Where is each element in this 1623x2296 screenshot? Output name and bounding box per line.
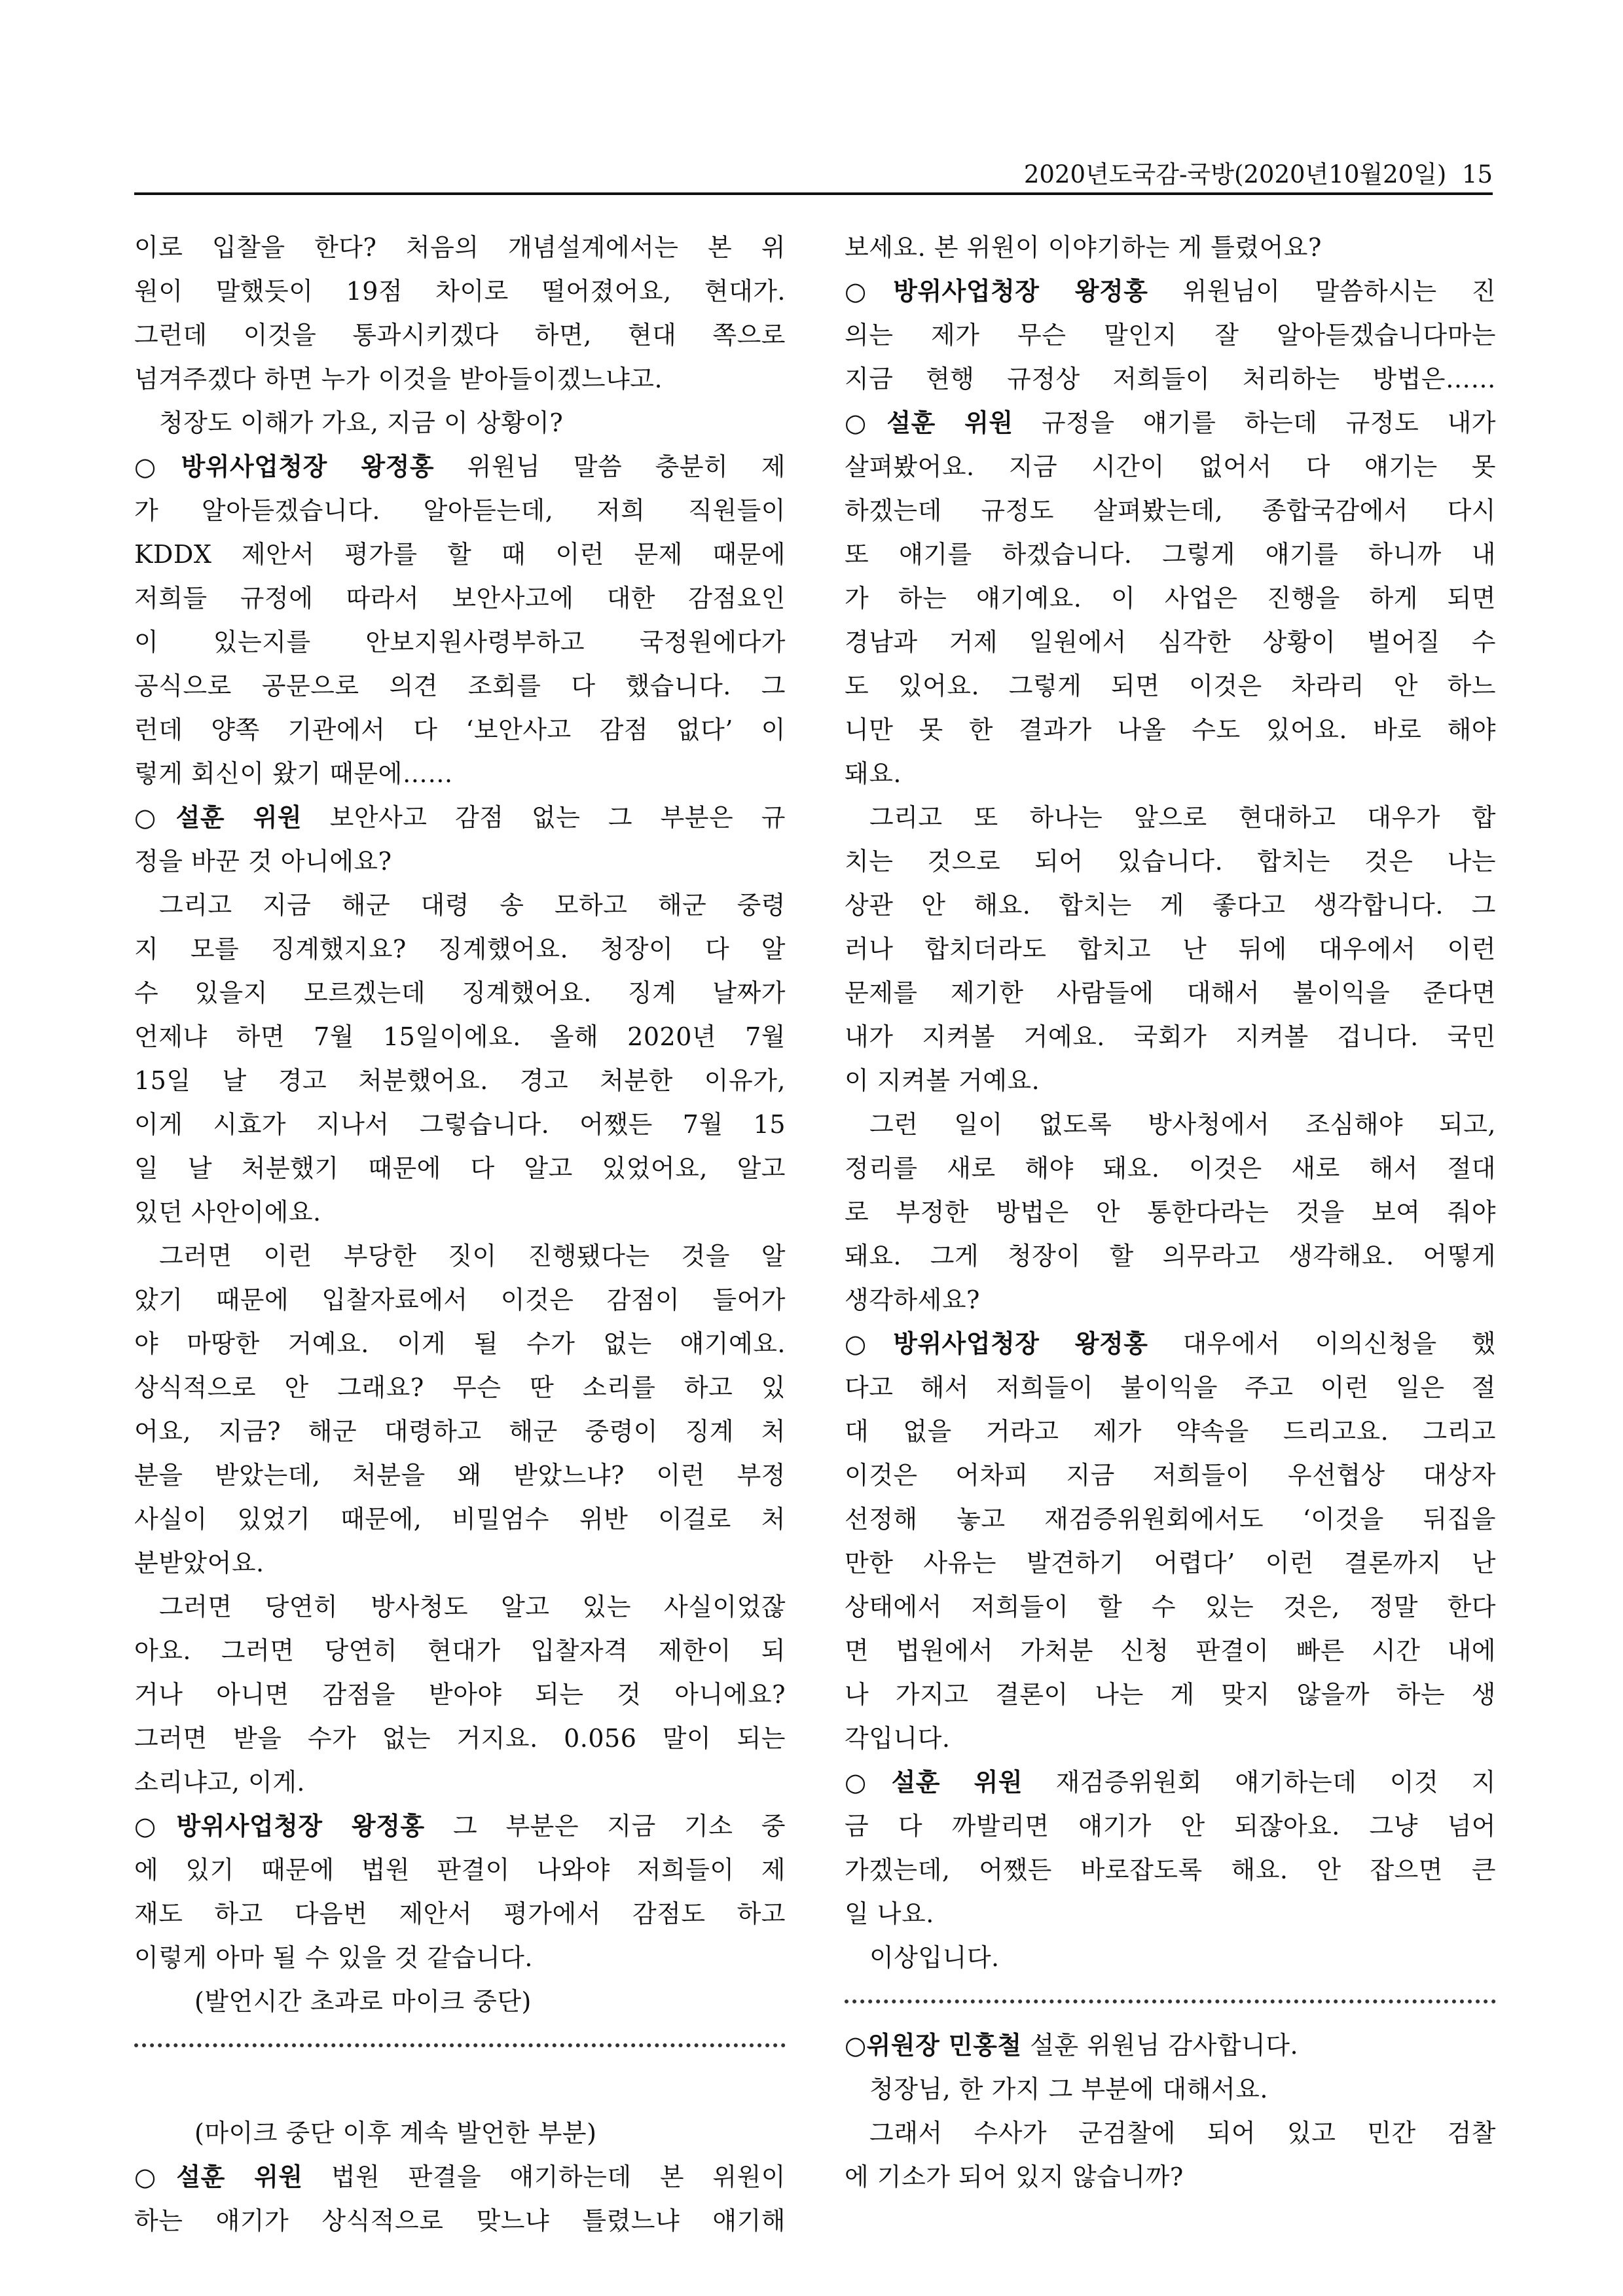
speaker-line — [845, 270, 1496, 314]
speaker-line — [845, 2024, 1496, 2068]
speaker-line — [134, 796, 786, 840]
line-text: 대 없을 거라고 제가 약속을 드리고요. 그리고 — [845, 1417, 1496, 1446]
line-text: 위원님이 말씀하시는 진 — [1148, 277, 1496, 306]
line-text: 그런데 이것을 통과시키겠다 하면, 현대 쪽으로 — [134, 321, 786, 350]
line-text: 상관 안 해요. 합치는 게 좋다고 생각합니다. 그 — [845, 891, 1496, 920]
line-text: 대우에서 이의신청을 했 — [1148, 1329, 1496, 1358]
line-text: 돼요. — [845, 759, 902, 788]
text-line — [134, 401, 786, 445]
line-text: 지 모를 징계했지요? 징계했어요. 청장이 다 알 — [134, 935, 786, 963]
text-line — [845, 1541, 1496, 1585]
text-line — [845, 1103, 1496, 1147]
speaker-line — [134, 1804, 786, 1848]
text-line — [134, 1454, 786, 1498]
line-text: 원이 말했듯이 19점 차이로 떨어졌어요, 현대가. — [134, 277, 786, 306]
text-line — [845, 489, 1496, 533]
line-text: 그 부분은 지금 기소 중 — [424, 1812, 786, 1840]
line-text: 이렇게 아마 될 수 있을 것 같습니다. — [134, 1943, 533, 1972]
text-line — [134, 620, 786, 664]
line-text: 재검증위원회 얘기하는데 이것 지 — [1023, 1768, 1496, 1797]
text-line — [134, 1234, 786, 1278]
line-text: 내가 지켜볼 거예요. 국회가 지켜볼 겁니다. 국민 — [845, 1022, 1496, 1051]
text-line — [845, 927, 1496, 971]
speaker-line — [845, 1761, 1496, 1804]
line-text: 15일 날 경고 처분했어요. 경고 처분한 이유가, — [134, 1066, 786, 1095]
text-line — [134, 708, 786, 752]
line-text: 분을 받았는데, 처분을 왜 받았느냐? 이런 부정 — [134, 1461, 786, 1490]
text-line — [845, 620, 1496, 664]
text-line — [134, 840, 786, 884]
line-text: KDDX 제안서 평가를 할 때 이런 문제 때문에 — [134, 540, 786, 569]
speaker-name: ○방위사업청장 왕정홍 — [845, 277, 1148, 306]
speaker-line — [845, 401, 1496, 445]
text-line — [845, 314, 1496, 357]
line-text: 하겠는데 규정도 살펴봤는데, 종합국감에서 다시 — [845, 496, 1496, 525]
text-line — [134, 971, 786, 1015]
text-line — [845, 752, 1496, 796]
text-line — [134, 1278, 786, 1322]
text-line — [134, 226, 786, 270]
text-line — [845, 840, 1496, 884]
line-text: 이로 입찰을 한다? 처음의 개념설계에서는 본 위 — [134, 233, 786, 262]
text-line — [845, 1673, 1496, 1717]
text-line — [845, 1059, 1496, 1103]
text-line — [134, 927, 786, 971]
speaker-name: ○위원장 민홍철 — [845, 2031, 1022, 2060]
line-text: 소리냐고, 이게. — [134, 1768, 305, 1797]
text-line — [134, 1717, 786, 1761]
text-line — [845, 1585, 1496, 1629]
line-text: 넘겨주겠다 하면 누가 이것을 받아들이겠느냐고. — [134, 365, 663, 393]
speaker-line — [134, 2155, 786, 2199]
text-line — [134, 270, 786, 314]
text-line — [134, 1015, 786, 1059]
line-text: 설훈 위원님 감사합니다. — [1021, 2031, 1299, 2060]
text-line — [134, 1585, 786, 1629]
line-text: 선정해 놓고 재검증위원회에서도 ‘이것을 뒤집을 — [845, 1505, 1496, 1534]
speaker-line — [845, 1322, 1496, 1366]
line-text: 상식적으로 안 그래요? 무슨 딴 소리를 하고 있 — [134, 1373, 786, 1402]
text-line — [845, 1848, 1496, 1892]
line-text: 면 법원에서 가처분 신청 판결이 빠른 시간 내에 — [845, 1636, 1496, 1665]
line-text: 규정을 얘기를 하는데 규정도 내가 — [1013, 408, 1496, 437]
text-line — [845, 884, 1496, 927]
text-line — [134, 1366, 786, 1410]
line-text: 경남과 거제 일원에서 심각한 상황이 벌어질 수 — [845, 628, 1496, 656]
line-text: 공식으로 공문으로 의견 조회를 다 했습니다. 그 — [134, 672, 786, 700]
line-text: 이상입니다. — [869, 1943, 1000, 1972]
line-text: 일 날 처분했기 때문에 다 알고 있었어요, 알고 — [134, 1154, 786, 1183]
line-text: 살펴봤어요. 지금 시간이 없어서 다 얘기는 못 — [845, 452, 1496, 481]
line-text: 로 부정한 방법은 안 통한다라는 것을 보여 줘야 — [845, 1198, 1496, 1227]
text-line — [845, 577, 1496, 620]
line-text: 런데 양쪽 기관에서 다 ‘보안사고 감점 없다’ 이 — [134, 715, 786, 744]
line-text: 가 하는 얘기예요. 이 사업은 진행을 하게 되면 — [845, 584, 1496, 613]
line-text: 나 가지고 결론이 나는 게 맞지 않을까 하는 생 — [845, 1680, 1496, 1709]
text-line — [845, 1234, 1496, 1278]
text-line — [845, 445, 1496, 489]
text-line — [134, 1059, 786, 1103]
speaker-name: ○방위사업청장 왕정홍 — [134, 1812, 425, 1840]
line-text: 러나 합치더라도 합치고 난 뒤에 대우에서 이런 — [845, 935, 1496, 963]
text-line — [134, 577, 786, 620]
line-text: 그리고 또 하나는 앞으로 현대하고 대우가 합 — [869, 803, 1496, 832]
line-text: 만한 사유는 발견하기 어렵다’ 이런 결론까지 난 — [845, 1549, 1496, 1577]
text-line — [134, 1848, 786, 1892]
blank-line — [134, 2068, 786, 2111]
left-column — [134, 226, 786, 2243]
text-line — [845, 1936, 1496, 1980]
line-text: 에 있기 때문에 법원 판결이 나와야 저희들이 제 — [134, 1856, 786, 1884]
speaker-name: ○설훈 위원 — [134, 803, 302, 832]
text-line — [134, 489, 786, 533]
line-text: 분받았어요. — [134, 1549, 264, 1577]
line-text: 정리를 새로 해야 돼요. 이것은 새로 해서 절대 — [845, 1154, 1496, 1183]
header-text — [1024, 154, 1493, 190]
line-text: 보안사고 감점 없는 그 부분은 규 — [302, 803, 786, 832]
text-line — [845, 796, 1496, 840]
line-text: 청장님, 한 가지 그 부분에 대해서요. — [869, 2075, 1268, 2104]
right-column — [845, 226, 1496, 2199]
text-line — [845, 226, 1496, 270]
line-text: 니만 못 한 결과가 나올 수도 있어요. 바로 해야 — [845, 715, 1496, 744]
text-line — [845, 971, 1496, 1015]
line-text: 도 있어요. 그렇게 되면 이것은 차라리 안 하느 — [845, 672, 1496, 700]
line-text: 언제냐 하면 7월 15일이에요. 올해 2020년 7월 — [134, 1022, 786, 1051]
line-text: 아요. 그러면 당연히 현대가 입찰자격 제한이 되 — [134, 1636, 786, 1665]
line-text: 가 알아듣겠습니다. 알아듣는데, 저희 직원들이 — [134, 496, 786, 525]
line-text: 거나 아니면 감점을 받아야 되는 것 아니에요? — [134, 1680, 786, 1709]
text-line — [845, 1454, 1496, 1498]
line-text: (마이크 중단 이후 계속 발언한 부분) — [194, 2119, 597, 2147]
text-line — [845, 1629, 1496, 1673]
text-line — [134, 1892, 786, 1936]
text-line — [845, 2111, 1496, 2155]
section-divider — [134, 2024, 786, 2068]
text-line — [845, 1717, 1496, 1761]
line-text: 다고 해서 저희들이 불이익을 주고 이런 일은 절 — [845, 1373, 1496, 1402]
text-line — [845, 1498, 1496, 1541]
line-text: 그리고 지금 해군 대령 송 모하고 해군 중령 — [159, 891, 786, 920]
text-line — [845, 1147, 1496, 1191]
text-line — [134, 314, 786, 357]
text-line — [134, 752, 786, 796]
text-line — [134, 1673, 786, 1717]
text-line — [845, 1015, 1496, 1059]
line-text: 렇게 회신이 왔기 때문에…… — [134, 759, 453, 788]
line-text: 그래서 수사가 군검찰에 되어 있고 민간 검찰 — [869, 2119, 1496, 2147]
speaker-line — [134, 445, 786, 489]
text-line — [845, 708, 1496, 752]
text-line — [134, 357, 786, 401]
text-line — [134, 884, 786, 927]
line-text: 일 나요. — [845, 1899, 934, 1928]
text-line — [845, 1892, 1496, 1936]
line-text: 하는 얘기가 상식적으로 맞느냐 틀렸느냐 얘기해 — [134, 2206, 786, 2235]
line-text: 그런 일이 없도록 방사청에서 조심해야 되고, — [869, 1110, 1496, 1139]
speaker-name: ○설훈 위원 — [845, 1768, 1023, 1797]
page-header — [134, 154, 1493, 194]
text-line — [845, 664, 1496, 708]
line-text: 의는 제가 무슨 말인지 잘 알아듣겠습니다마는 — [845, 321, 1496, 350]
line-text: 이게 시효가 지나서 그렇습니다. 어쨌든 7월 15 — [134, 1110, 786, 1139]
text-line — [134, 1761, 786, 1804]
line-text: 이 있는지를 안보지원사령부하고 국정원에다가 — [134, 628, 786, 656]
text-line — [134, 1410, 786, 1454]
line-text: 정을 바꾼 것 아니에요? — [134, 847, 392, 876]
line-text: 그러면 이런 부당한 짓이 진행됐다는 것을 알 — [159, 1242, 786, 1270]
text-line — [134, 1103, 786, 1147]
line-text: 사실이 있었기 때문에, 비밀엄수 위반 이걸로 처 — [134, 1505, 786, 1534]
text-line — [845, 1366, 1496, 1410]
line-text: 금 다 까발리면 얘기가 안 되잖아요. 그냥 넘어 — [845, 1812, 1496, 1840]
text-line — [134, 1541, 786, 1585]
text-line — [134, 2199, 786, 2243]
text-line — [845, 1804, 1496, 1848]
text-line — [134, 1936, 786, 1980]
line-text: 치는 것으로 되어 있습니다. 합치는 것은 나는 — [845, 847, 1496, 876]
line-text: 야 마땅한 거예요. 이게 될 수가 없는 얘기예요. — [134, 1329, 786, 1358]
speaker-name: ○설훈 위원 — [845, 408, 1013, 437]
line-text: 가겠는데, 어쨌든 바로잡도록 해요. 안 잡으면 큰 — [845, 1856, 1496, 1884]
line-text: 재도 하고 다음번 제안서 평가에서 감점도 하고 — [134, 1899, 786, 1928]
text-line — [845, 1410, 1496, 1454]
line-text: 에 기소가 되어 있지 않습니까? — [845, 2162, 1184, 2191]
text-line — [134, 1498, 786, 1541]
text-line — [845, 357, 1496, 401]
stage-direction — [134, 1980, 786, 2024]
text-line — [845, 2155, 1496, 2199]
line-text: 돼요. 그게 청장이 할 의무라고 생각해요. 어떻게 — [845, 1242, 1496, 1270]
header-rule — [134, 192, 1493, 195]
line-text: 이것은 어차피 지금 저희들이 우선협상 대상자 — [845, 1461, 1496, 1490]
line-text: 또 얘기를 하겠습니다. 그렇게 얘기를 하니까 내 — [845, 540, 1496, 569]
speaker-name: ○방위사업청장 왕정홍 — [134, 452, 435, 481]
line-text: 지금 현행 규정상 저희들이 처리하는 방법은…… — [845, 365, 1496, 393]
text-line — [845, 1278, 1496, 1322]
line-text: (발언시간 초과로 마이크 중단) — [194, 1987, 532, 2016]
line-text: 있던 사안이에요. — [134, 1198, 321, 1227]
section-divider — [845, 1980, 1496, 2024]
line-text: 각입니다. — [845, 1724, 951, 1753]
text-line — [134, 664, 786, 708]
line-text: 생각하세요? — [845, 1285, 980, 1314]
line-text: 문제를 제기한 사람들에 대해서 불이익을 준다면 — [845, 978, 1496, 1007]
text-line — [845, 533, 1496, 577]
line-text: 이 지켜볼 거예요. — [845, 1066, 1040, 1095]
text-line — [134, 1629, 786, 1673]
text-line — [134, 1147, 786, 1191]
line-text: 법원 판결을 얘기하는데 본 위원이 — [302, 2162, 786, 2191]
stage-direction — [134, 2111, 786, 2155]
line-text: 저희들 규정에 따라서 보안사고에 대한 감점요인 — [134, 584, 786, 613]
line-text: 수 있을지 모르겠는데 징계했어요. 징계 날짜가 — [134, 978, 786, 1007]
speaker-name: ○방위사업청장 왕정홍 — [845, 1329, 1148, 1358]
header-title: 2020년도국감-국방(2020년10월20일) — [1023, 160, 1447, 188]
line-text: 위원님 말씀 충분히 제 — [434, 452, 786, 481]
line-text: 상태에서 저희들이 할 수 있는 것은, 정말 한다 — [845, 1592, 1496, 1621]
line-text: 어요, 지금? 해군 대령하고 해군 중령이 징계 처 — [134, 1417, 786, 1446]
line-text: 청장도 이해가 가요, 지금 이 상황이? — [159, 408, 564, 437]
text-line — [845, 2068, 1496, 2111]
page-number: 15 — [1461, 160, 1493, 188]
text-line — [134, 533, 786, 577]
line-text: 그러면 받을 수가 없는 거지요. 0.056 말이 되는 — [134, 1724, 786, 1753]
speaker-name: ○설훈 위원 — [134, 2162, 303, 2191]
text-line — [134, 1191, 786, 1234]
text-line — [845, 1191, 1496, 1234]
text-line — [134, 1322, 786, 1366]
line-text: 보세요. 본 위원이 이야기하는 게 틀렸어요? — [845, 233, 1322, 262]
line-text: 았기 때문에 입찰자료에서 이것은 감점이 들어가 — [134, 1285, 786, 1314]
line-text: 그러면 당연히 방사청도 알고 있는 사실이었잖 — [159, 1592, 786, 1621]
